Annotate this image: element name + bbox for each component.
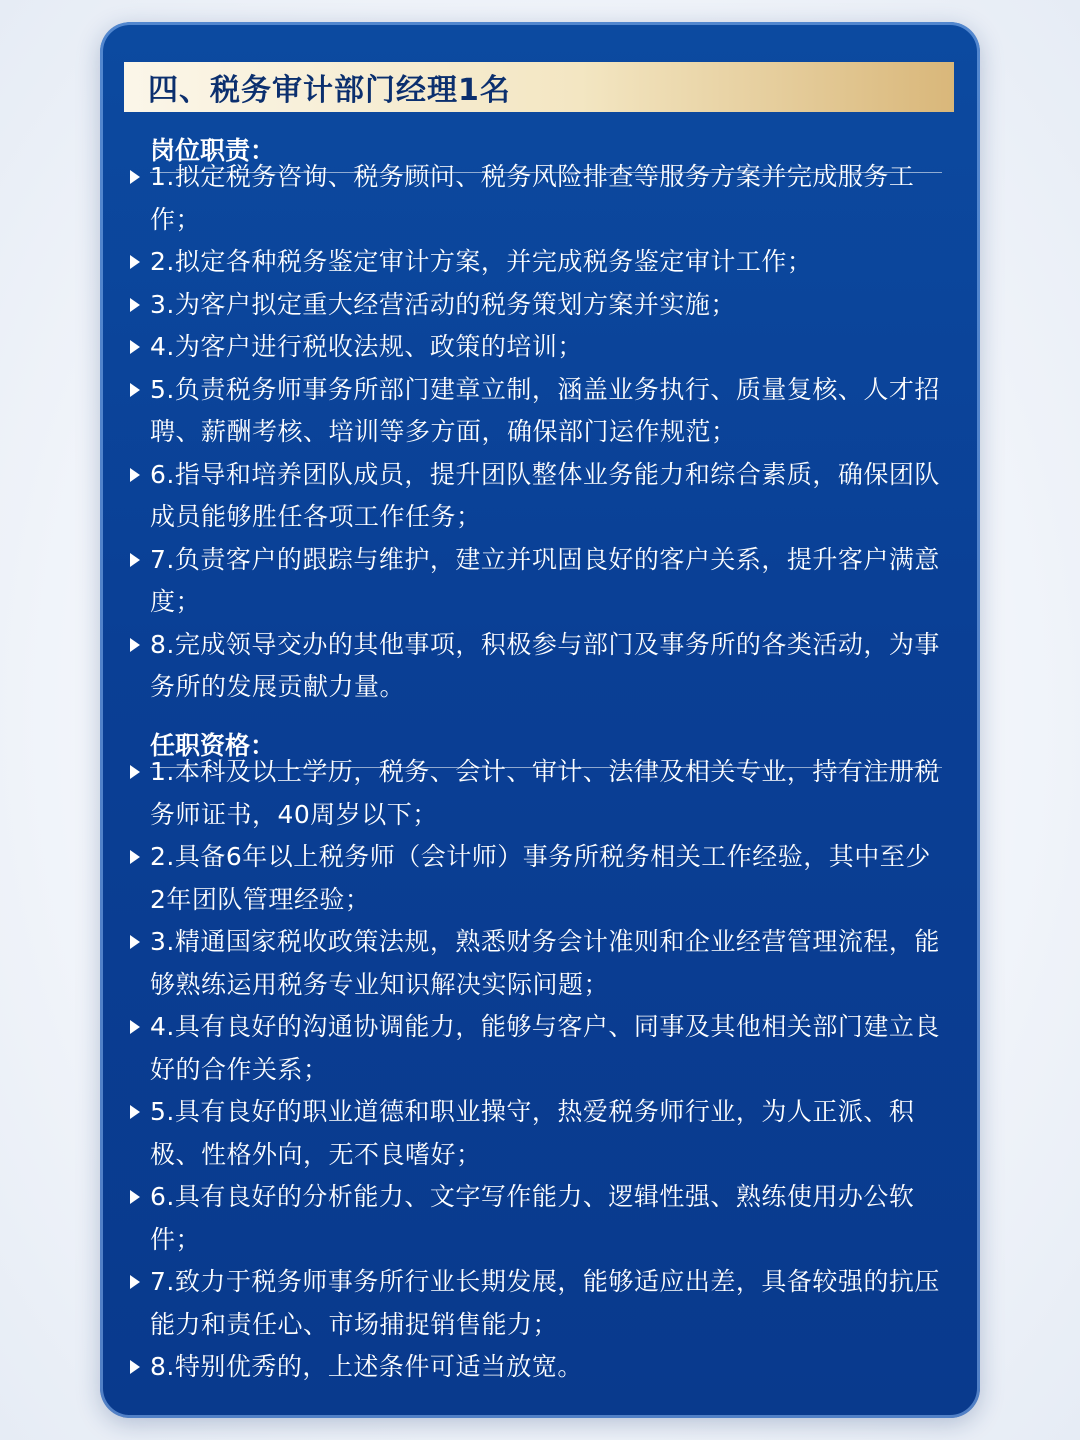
- duties-heading: 岗位职责：: [150, 136, 276, 165]
- qualifications-list: [100, 751, 980, 1389]
- duty-item: 8.完成领导交办的其他事项，积极参与部门及事务所的各类活动，为事务所的发展贡献力量。: [100, 624, 946, 709]
- job-title: 四、税务审计部门经理1名: [148, 73, 511, 108]
- qualification-item: 4.具有良好的沟通协调能力，能够与客户、同事及其他相关部门建立良好的合作关系；: [100, 1006, 946, 1091]
- bullet-arrow-icon: [130, 765, 140, 779]
- bullet-arrow-icon: [130, 638, 140, 652]
- qualification-item: 1.本科及以上学历，税务、会计、审计、法律及相关专业，持有注册税务师证书，40周岁以下；: [100, 751, 946, 836]
- bullet-arrow-icon: [130, 553, 140, 567]
- bullet-arrow-icon: [130, 340, 140, 354]
- bullet-arrow-icon: [130, 1360, 140, 1374]
- bullet-arrow-icon: [130, 935, 140, 949]
- duty-item: 5.负责税务师事务所部门建章立制，涵盖业务执行、质量复核、人才招聘、薪酬考核、培训等多方面，确保部门运作规范；: [100, 369, 946, 454]
- bullet-arrow-icon: [130, 170, 140, 184]
- bullet-arrow-icon: [130, 1190, 140, 1204]
- bullet-arrow-icon: [130, 468, 140, 482]
- bullet-arrow-icon: [130, 1105, 140, 1119]
- qualification-item: 5.具有良好的职业道德和职业操守，热爱税务师行业，为人正派、积极、性格外向，无不良嗜好；: [100, 1091, 946, 1176]
- duty-item: 6.指导和培养团队成员，提升团队整体业务能力和综合素质，确保团队成员能够胜任各项工作任务；: [100, 454, 946, 539]
- duty-item: 4.为客户进行税收法规、政策的培训；: [100, 326, 946, 369]
- title-banner: [124, 62, 954, 112]
- job-card: [100, 22, 980, 1418]
- qualification-item: 7.致力于税务师事务所行业长期发展，能够适应出差，具备较强的抗压能力和责任心、市场捕捉销售能力；: [100, 1261, 946, 1346]
- bullet-arrow-icon: [130, 255, 140, 269]
- bullet-arrow-icon: [130, 298, 140, 312]
- duty-item: 1.拟定税务咨询、税务顾问、税务风险排查等服务方案并完成服务工作；: [100, 156, 946, 241]
- qualification-item: 6.具有良好的分析能力、文字写作能力、逻辑性强、熟练使用办公软件；: [100, 1176, 946, 1261]
- qualification-item: 2.具备6年以上税务师（会计师）事务所税务相关工作经验，其中至少2年团队管理经验；: [100, 836, 946, 921]
- qualification-item: 8.特别优秀的，上述条件可适当放宽。: [100, 1346, 946, 1389]
- qualifications-heading: 任职资格：: [150, 731, 276, 760]
- duty-item: 7.负责客户的跟踪与维护，建立并巩固良好的客户关系，提升客户满意度；: [100, 539, 946, 624]
- bullet-arrow-icon: [130, 850, 140, 864]
- bullet-arrow-icon: [130, 1020, 140, 1034]
- duties-list: [100, 156, 980, 709]
- bullet-arrow-icon: [130, 1275, 140, 1289]
- qualification-item: 3.精通国家税收政策法规，熟悉财务会计准则和企业经营管理流程，能够熟练运用税务专业知识解决实际问题；: [100, 921, 946, 1006]
- duty-item: 2.拟定各种税务鉴定审计方案，并完成税务鉴定审计工作；: [100, 241, 946, 284]
- duty-item: 3.为客户拟定重大经营活动的税务策划方案并实施；: [100, 284, 946, 327]
- bullet-arrow-icon: [130, 383, 140, 397]
